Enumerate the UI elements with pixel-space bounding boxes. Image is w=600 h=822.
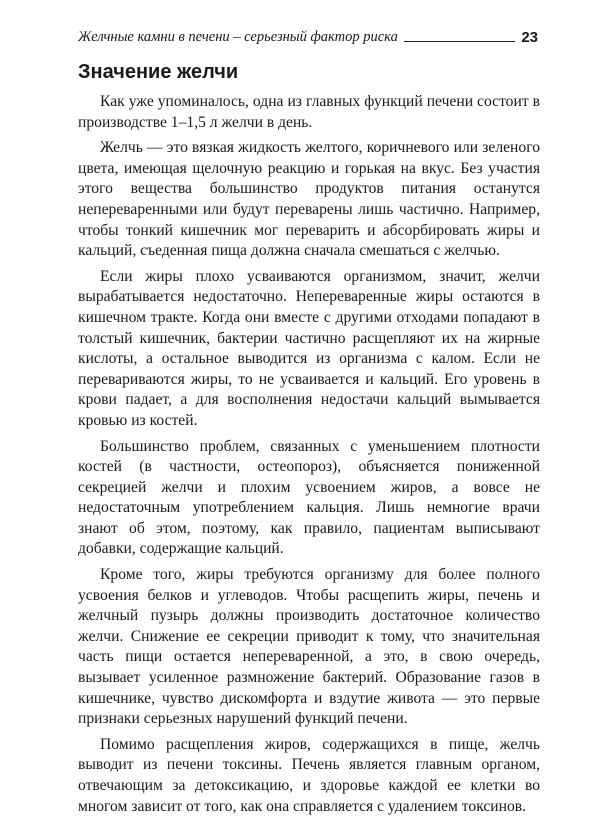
paragraph: Как уже упоминалось, одна из главных функций печени состоит в производстве 1–1,5 л желчи в день. — [78, 93, 540, 131]
page-number: 23 — [521, 29, 538, 46]
section-title: Значение желчи — [78, 61, 239, 83]
paragraph: Если жиры плохо усваиваются организмом, значит, желчи вырабатывается недостаточно. Непереваренные жиры остаются в кишечном тракте. Когда они вместе с другими отходами попадают в толстый кишечник, бактерии частично расщепляют их на жирные кислоты, а остальное выводится из организма с калом. Если не перевариваются жиры, то не усваивается и кальций. Его уровень в крови падает, а для восполнения недостачи кальций вымывается кровью из костей. — [78, 267, 540, 429]
header-rule — [404, 41, 515, 42]
paragraph: Желчь — это вязкая жидкость желтого, коричневого или зеленого цвета, имеющая щелочную реакцию и горькая на вкус. Без участия этого вещества большинство продуктов питания останутся непереваренными или будут переварены лишь частично. Например, чтобы тонкий кишечник мог переварить и абсорбировать жиры и кальций, съеденная пища должна сначала смешаться с желчью. — [78, 139, 540, 260]
paragraph: Большинство проблем, связанных с уменьшением плотности костей (в частности, остеопороз), объясняется пониженной секрецией желчи и плохим усвоением жиров, а вовсе не недостаточным употреблением кальция. Лишь немногие врачи знают об этом, поэтому, как правило, пациентам выписывают добавки, содержащие кальций. — [78, 437, 540, 558]
running-title: Желчные камни в печени – серьезный фактор риска — [78, 29, 398, 45]
running-header — [78, 22, 538, 46]
paragraph: Помимо расщепления жиров, содержащихся в пище, желчь выводит из печени токсины. Печень является главным органом, отвечающим за детоксикацию, и здоровье каждой ее клетки во многом зависит от того, как она справляется с удалением токсинов. — [78, 735, 540, 815]
body-text — [78, 92, 540, 822]
paragraph: Кроме того, жиры требуются организму для более полного усвоения белков и углеводов. Чтобы расщепить жиры, печень и желчный пузырь должны производить достаточное количество желчи. Снижение ее секреции приводит к тому, что значительная часть пищи остается непереваренной, а это, в свою очередь, вызывает усиленное размножение бактерий. Образование газов в кишечнике, чувство дискомфорта и вздутие живота — это первые признаки серьезных нарушений функций печени. — [78, 566, 540, 728]
